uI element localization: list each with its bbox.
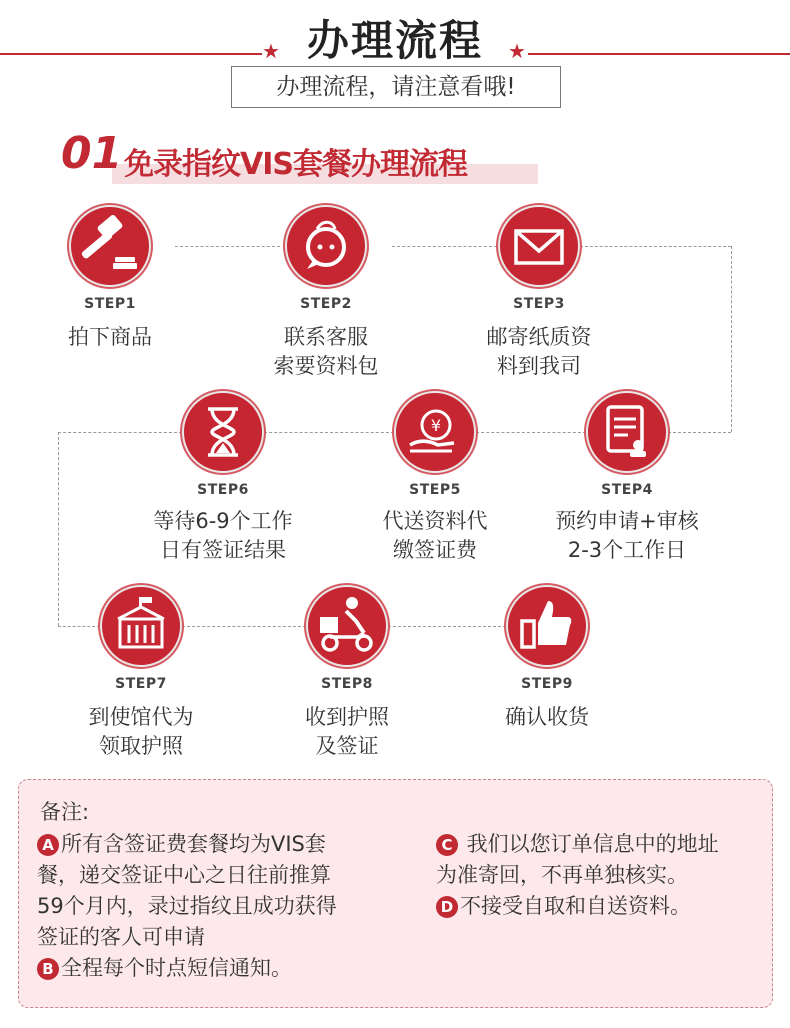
- step5-line1: 代送资料代: [382, 509, 488, 533]
- connector-line: [58, 432, 182, 433]
- step9-line1: 确认收货: [505, 705, 589, 729]
- note-c: [436, 829, 766, 860]
- connector-line: [392, 246, 497, 247]
- step2-line1: 联系客服: [284, 325, 368, 349]
- badge-d: D: [436, 896, 458, 918]
- badge-c: C: [436, 834, 458, 856]
- courier-scooter-icon: [308, 587, 386, 665]
- connector-line: [731, 246, 732, 432]
- step1-line1: 拍下商品: [68, 325, 152, 349]
- connector-line: [264, 432, 394, 433]
- badge-b: B: [37, 958, 59, 980]
- envelope-icon: [500, 207, 578, 285]
- step4-label: STEP4: [601, 482, 653, 498]
- step1-icon-circle: [69, 205, 151, 287]
- svg-text:¥: ¥: [430, 416, 442, 435]
- step8-line2: 及签证: [315, 734, 379, 758]
- hourglass-icon: [184, 393, 262, 471]
- step3-line2: 料到我司: [497, 354, 581, 378]
- step4-text: [537, 507, 717, 565]
- page-title: 办理流程: [306, 16, 483, 65]
- star-icon: ★: [262, 39, 280, 63]
- step5-text: [345, 507, 525, 565]
- step7-line2: 领取护照: [99, 734, 183, 758]
- step5-label: STEP5: [409, 482, 461, 498]
- page-subtitle: 办理流程，请注意看哦!: [231, 66, 561, 108]
- step4-icon-circle: [586, 391, 668, 473]
- connector-line: [58, 432, 59, 626]
- connector-line: [580, 246, 731, 247]
- step5-icon-circle: [394, 391, 476, 473]
- step9-icon-circle: [506, 585, 588, 667]
- step6-label: STEP6: [197, 482, 249, 498]
- thumbs-up-icon: [508, 587, 586, 665]
- embassy-building-icon: [102, 587, 180, 665]
- step2-icon-circle: [285, 205, 367, 287]
- note-a-line1: 所有含签证费套餐均为VIS套: [61, 832, 326, 856]
- note-a-line3: 59个月内，录过指纹且成功获得: [37, 894, 337, 918]
- note-a-line2: 餐，递交签证中心之日往前推算: [37, 863, 331, 887]
- step1-text: [20, 323, 200, 352]
- step8-text: [257, 703, 437, 761]
- step7-icon-circle: [100, 585, 182, 667]
- step9-label: STEP9: [521, 676, 573, 692]
- step6-text: [133, 507, 313, 565]
- connector-line: [58, 626, 100, 627]
- step3-text: [449, 323, 629, 381]
- step3-line1: 邮寄纸质资: [486, 325, 592, 349]
- step3-icon-circle: [498, 205, 580, 287]
- step6-icon-circle: [182, 391, 264, 473]
- step8-icon-circle: [306, 585, 388, 667]
- header-rule-left: [0, 53, 262, 55]
- section-title: 免录指纹VIS套餐办理流程: [124, 147, 467, 182]
- step6-line2: 日有签证结果: [160, 538, 286, 562]
- step7-line1: 到使馆代为: [88, 705, 194, 729]
- note-d: [436, 891, 766, 922]
- note-b-line1: 全程每个时点短信通知。: [61, 956, 292, 980]
- step9-text: [457, 703, 637, 732]
- notes-left-column: [37, 829, 417, 984]
- step8-line1: 收到护照: [305, 705, 389, 729]
- step2-line2: 索要资料包: [273, 354, 379, 378]
- step1-label: STEP1: [84, 296, 136, 312]
- payment-hand-icon: [396, 393, 474, 471]
- step8-label: STEP8: [321, 676, 373, 692]
- step3-label: STEP3: [513, 296, 565, 312]
- step7-text: [51, 703, 231, 761]
- connector-line: [175, 246, 280, 247]
- notes-title: 备注:: [40, 800, 90, 824]
- connector-line: [388, 626, 506, 627]
- section-number: 01: [61, 128, 123, 179]
- chat-bubble-icon: [287, 207, 365, 285]
- step2-label: STEP2: [300, 296, 352, 312]
- header-rule-right: [528, 53, 790, 55]
- note-d-line1: 不接受自取和自送资料。: [460, 894, 691, 918]
- connector-line: [182, 626, 306, 627]
- step6-line1: 等待6-9个工作: [153, 509, 293, 533]
- step4-line1: 预约申请+审核: [555, 509, 699, 533]
- document-review-icon: [588, 393, 666, 471]
- connector-line: [476, 432, 586, 433]
- note-a-line4: 签证的客人可申请: [37, 925, 205, 949]
- step4-line2: 2-3个工作日: [567, 538, 687, 562]
- note-b: [37, 953, 417, 984]
- auction-hammer-icon: [71, 207, 149, 285]
- step2-text: [236, 323, 416, 381]
- badge-a: A: [37, 834, 59, 856]
- step5-line2: 缴签证费: [393, 538, 477, 562]
- star-icon: ★: [508, 39, 526, 63]
- step7-label: STEP7: [115, 676, 167, 692]
- note-a: [37, 829, 417, 860]
- note-c-line2: 为准寄回，不再单独核实。: [436, 863, 688, 887]
- note-c-line1: 我们以您订单信息中的地址: [460, 832, 719, 856]
- connector-line: [668, 432, 731, 433]
- notes-right-column: [436, 829, 766, 922]
